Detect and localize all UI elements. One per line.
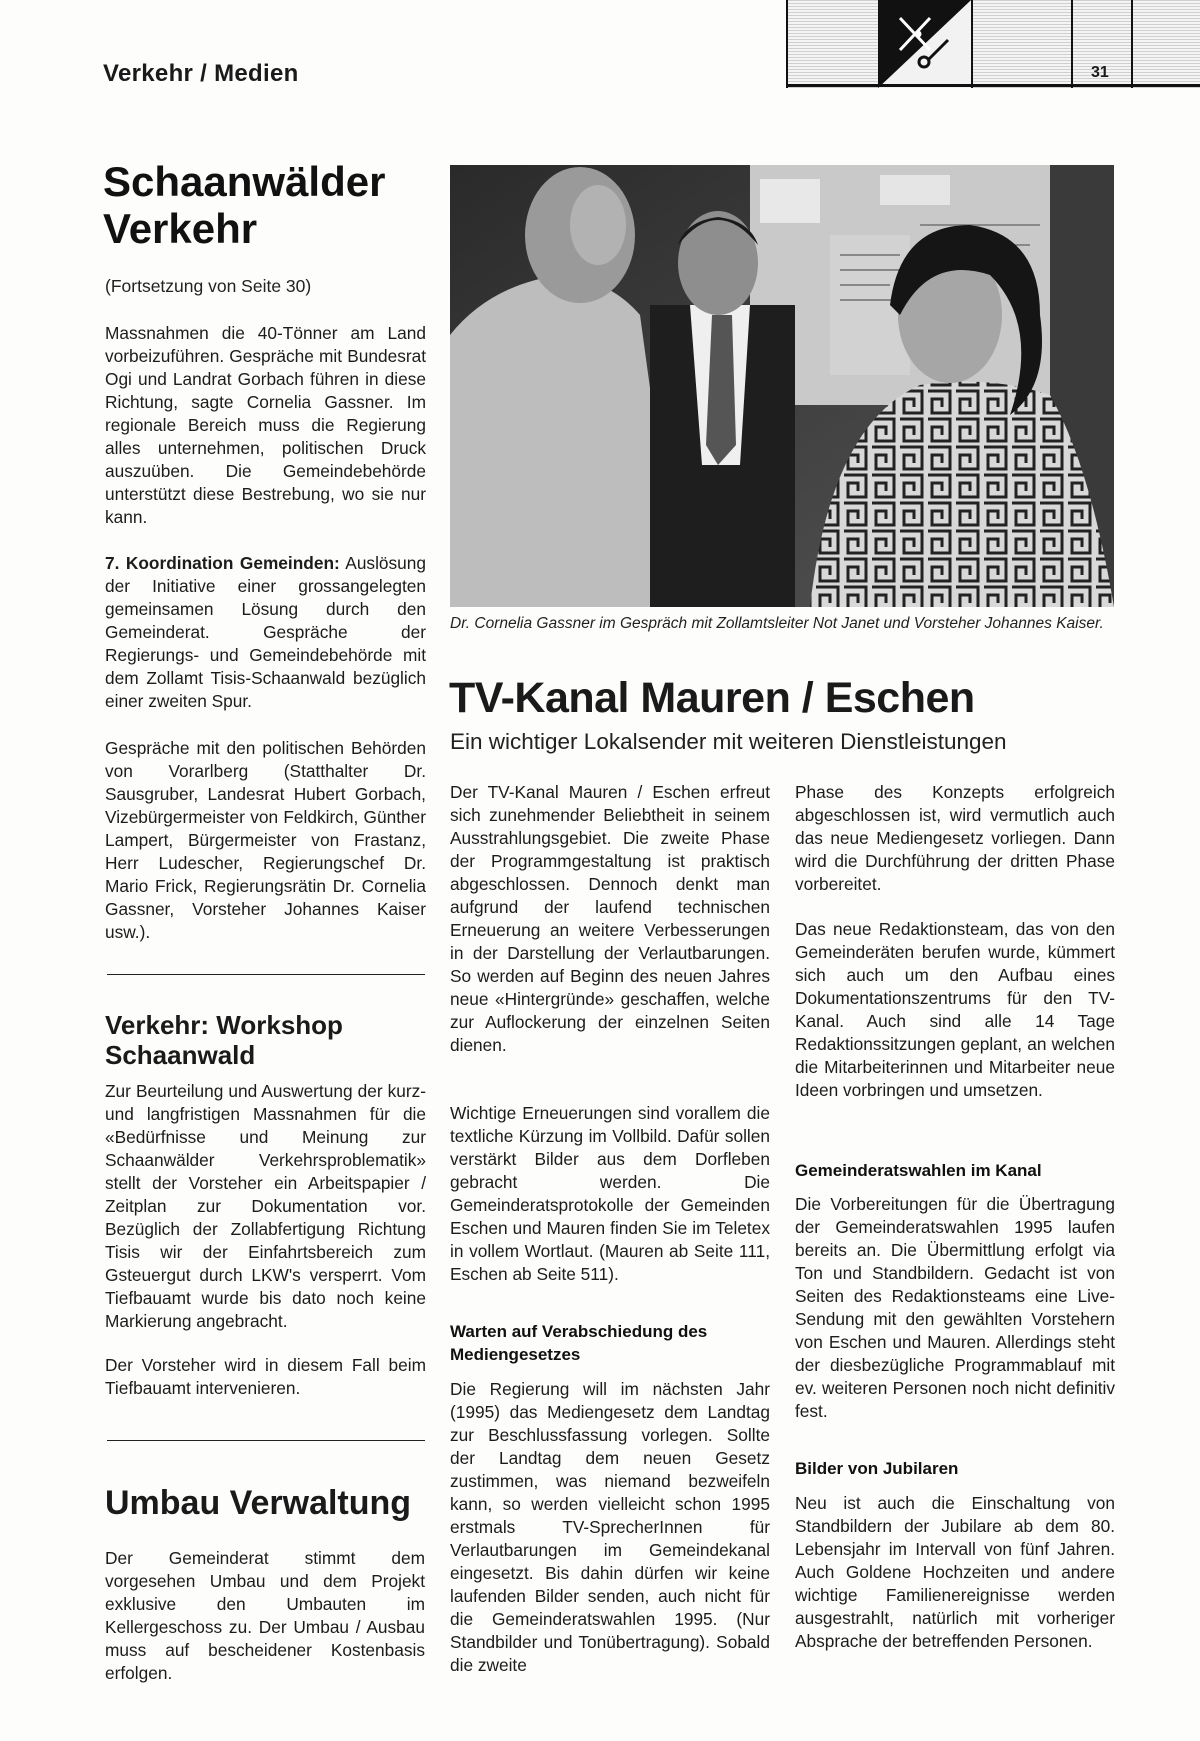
article-title-tv-kanal: TV-Kanal Mauren / Eschen	[449, 674, 975, 722]
paragraph-lead: 7. Koordination Gemeinden:	[105, 553, 340, 573]
news-photo	[450, 165, 1114, 607]
article2-paragraph: Der Vorsteher wird in diesem Fall beim Tiefbauamt intervenieren.	[105, 1355, 426, 1398]
continuation-note: (Fortsetzung von Seite 30)	[105, 276, 312, 296]
section-label: Verkehr / Medien	[103, 60, 299, 87]
tv-subheading: Bilder von Jubilaren	[795, 1459, 959, 1478]
article1-paragraph: Gespräche mit den politischen Behörden von Vorarlberg (Statthalter Dr. Sausgruber, Landesrat Hubert Gorbach, Vizebürgermeister von Feldkirch, Günther Lampert, Bürgermeister von Frastanz, Herr Ludescher, Regierungschef Dr. Mario Frick, Regierungsrätin Dr. Cornelia Gassner, Vorsteher Johannes Kaiser usw.).	[105, 738, 426, 942]
page-number: 31	[1091, 64, 1109, 81]
article2-paragraph: Zur Beurteilung und Auswertung der kurz- und langfristigen Massnahmen für die «Bedürfnisse und Meinung zur Schaanwälder Verkehrsproblematik» stellt der Vorsteher ein Arbeitspapier / Zeitplan zur Dokumentation vor. Bezüglich der Zollabfertigung Richtung Tisis wir der Einfahrtsbereich zum Gsteuergut durch LKW's versperrt. Vom Tiefbauamt wurde bis dato noch keine Markierung angebracht.	[105, 1081, 426, 1331]
tv-subheading: Gemeinderatswahlen im Kanal	[795, 1161, 1042, 1180]
tv-subheading: Warten auf Verabschiedung des Mediengesetzes	[450, 1322, 708, 1364]
tv-paragraph: Das neue Redaktionsteam, das von den Gemeinderäten berufen wurde, kümmert sich auch um den Aufbau eines Dokumentationszentrums für den TV-Kanal. Auch sind alle 14 Tage Redaktionssitzungen geplant, an welchen die Mitarbeiterinnen und Mitarbeiter neue Ideen vorbringen und umsetzen.	[795, 919, 1115, 1100]
article-title-schaanwaelder: Schaanwälder Verkehr	[103, 158, 386, 253]
tv-paragraph: Phase des Konzepts erfolgreich abgeschlossen ist, wird vermutlich auch das neue Mediengesetz vorliegen. Dann wird die Durchführung der dritten Phase vorbereitet.	[795, 782, 1115, 894]
tv-paragraph: Wichtige Erneuerungen sind vorallem die textliche Kürzung im Vollbild. Dafür sollen verstärkt Bilder aus dem Dorfleben gebracht werden. Die Gemeinderatsprotokolle der Gemeinden Eschen und Mauren finden Sie im Teletex in vollem Wortlaut. (Mauren ab Seite 111, Eschen ab Seite 511).	[450, 1103, 770, 1284]
article3-paragraph: Der Gemeinderat stimmt dem vorgesehen Umbau und dem Projekt exklusive den Umbauten im Kellergeschoss zu. Der Umbau / Ausbau muss auf bescheidener Kostenbasis erfolgen.	[105, 1548, 425, 1683]
header-graphic	[786, 0, 1200, 88]
photo-caption: Dr. Cornelia Gassner im Gespräch mit Zollamtsleiter Not Janet und Vorsteher Johannes Kaiser.	[450, 615, 1104, 632]
crest-icon	[878, 0, 971, 88]
paragraph-body: Auslösung der Initiative einer grossangelegten gemeinsamen Lösung durch den Gemeinderat. Gespräche der Regierungs- und Gemeindebehörde mit dem Zollamt Tisis-Schaanwald bezüglich einer zweiten Spur.	[105, 553, 426, 711]
tv-paragraph: Die Regierung will im nächsten Jahr (1995) das Mediengesetz dem Landtag zur Beschlussfassung vorlegen. Sollte der Landtag dem neuen Gesetz zustimmen, was niemand bezweifeln kann, so werden vielleicht schon 1995 erstmals TV-SprecherInnen für Verlautbarungen im Gemeindekanal eingesetzt. Bis dahin dürfen wir keine laufenden Bilder senden, auch nicht für die Gemeinderatswahlen 1995. (Nur Standbilder und Tonübertragung). Sobald die zweite	[450, 1379, 770, 1675]
article1-paragraph: Massnahmen die 40-Tönner am Land vorbeizuführen. Gespräche mit Bundesrat Ogi und Landrat Gorbach führen in diese Richtung, sagte Cornelia Gassner. Im regionale Bereich muss die Regierung alles unternehmen, politischen Druck auszuüben. Die Gemeindebehörde unterstützt diese Bestrebung, wo sie nur kann.	[105, 323, 426, 527]
article1-paragraph-koordination	[105, 552, 426, 713]
divider	[107, 974, 425, 975]
article-subtitle-tv-kanal: Ein wichtiger Lokalsender mit weiteren Dienstleistungen	[450, 729, 1007, 754]
divider	[107, 1440, 425, 1441]
tv-paragraph: Die Vorbereitungen für die Übertragung der Gemeinderatswahlen 1995 laufen bereits an. Die Übermittlung erfolgt via Ton und Standbildern. Gedacht ist von Seiten des Redaktionsteams eine Live-Sendung mit den gewählten Vorstehern von Eschen und Mauren. Allerdings steht der diesbezügliche Programmablauf mit ev. weiteren Personen noch nicht definitiv fest.	[795, 1194, 1115, 1421]
tv-paragraph: Neu ist auch die Einschaltung von Standbildern der Jubilare ab dem 80. Lebensjahr im Intervall von fünf Jahren. Auch Goldene Hochzeiten und andere wichtige Familienereignisse werden ausgestrahlt, natürlich mit vorheriger Absprache der betreffenden Personen.	[795, 1493, 1115, 1651]
tv-paragraph: Der TV-Kanal Mauren / Eschen erfreut sich zunehmender Beliebtheit in seinem Ausstrahlungsgebiet. Die zweite Phase der Programmgestaltung ist praktisch abgeschlossen. Dennoch denkt man aufgrund der laufend technischen Erneuerung an weitere Verbesserungen in der Darstellung der Verlautbarungen. So werden auf Beginn des neuen Jahres neue «Hintergründe» geschaffen, welche zur Auflockerung der einzelnen Seiten dienen.	[450, 782, 770, 1055]
article-title-umbau: Umbau Verwaltung	[105, 1484, 412, 1522]
article-title-workshop: Verkehr: Workshop Schaanwald	[105, 1010, 343, 1070]
